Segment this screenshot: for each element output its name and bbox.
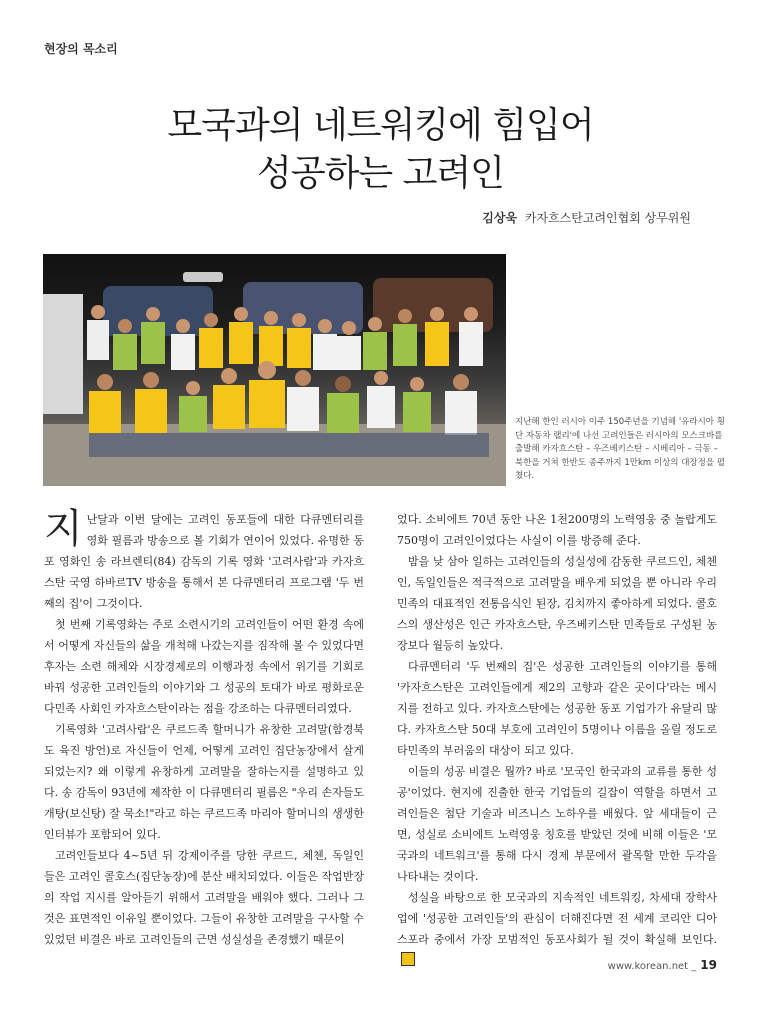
byline (482, 209, 691, 226)
author-affiliation: 카자흐스탄고려인협회 상무위원 (524, 211, 691, 225)
paragraph-8: 이들의 성공 비결은 뭘까? 바로 '모국인 한국과의 교류를 통한 성공'이었다. 현지에 진출한 한국 기업들의 길잡이 역할을 하면서 고려인들은 첨단 기술과 비즈니스 노하우를 배웠다. 앞 세대들이 근면, 성실로 소비에트 노력영웅 칭호를 받았던 것에 비해 이들은 '모국과의 네트워크'를 통해 다시 경제 부문에서 괄목할 만한 두각을 나타내는 것이다. (397, 765, 717, 883)
paragraph-2: 첫 번째 기록영화는 주로 소련시기의 고려인들이 어떤 환경 속에서 어떻게 자신들의 삶을 개척해 나갔는지를 짐작해 볼 수 있었다면 후자는 소련 해체와 시장경제로의 이행과정 속에서 위기를 기회로 바꿔 성공한 고려인들의 이야기와 그 성공의 토대가 바로 평화로운 다민족 사회인 카자흐스탄이라는 점을 강조하는 다큐멘터리였다. (44, 618, 364, 715)
paragraph-1-text: 난달과 이번 달에는 고려인 동포들에 대한 다큐멘터리를 영화 필름과 방송으로 볼 기회가 연이어 있었다. 유명한 동포 영화인 송 라브렌티(84) 감독의 기록 영화 '고려사람'과 카자흐스탄 국영 하바르TV 방송을 통해서 본 다큐멘터리 프로그램 '두 번째의 집'이 그것이다. (44, 513, 364, 610)
author-name: 김상욱 (482, 211, 518, 225)
section-label: 현장의 목소리 (44, 42, 118, 56)
title-line-2: 성공하는 고려인 (257, 153, 504, 194)
paragraph-5: 었다. 소비에트 70년 동안 나온 1천200명의 노력영웅 중 놀랍게도 750명이 고려인이었다는 사실이 이를 방증해 준다. (397, 513, 717, 547)
footer-site: www.korean.net _ (607, 961, 697, 972)
page-number: 19 (700, 958, 717, 972)
page-footer (608, 958, 717, 972)
paragraph-6: 밤을 낮 삼아 일하는 고려인들의 성실성에 감동한 쿠르드인, 체첸인, 독일인들은 적극적으로 고려말을 배우게 되었을 뿐 아니라 우리 민족의 대표적인 전통음식인 된장, 김치까지 좋아하게 되었다. 콜호스의 생산성은 인근 카자흐스탄, 우즈베키스탄 민족들로 구성된 농장보다 월등히 높았다. (397, 555, 717, 652)
article-column-left (44, 506, 364, 950)
article-title (0, 102, 761, 198)
paragraph-3: 기록영화 '고려사람'은 쿠르드족 할머니가 유창한 고려말(함경북도 육진 방언)로 자신들이 언제, 어떻게 고려인 집단농장에서 살게 되었는지? 왜 이렇게 유창하게 고려말을 잘하는지를 설명하고 있다. 송 감독이 93년에 제작한 이 다큐멘터리 필름은 "우리 손자들도 개탕(보신탕) 잘 묵소!"라고 하는 쿠르드족 마리아 할머니의 생생한 인터뷰가 포함되어 있다. (44, 723, 364, 841)
group-photo-illustration (43, 254, 506, 486)
title-line-1: 모국과의 네트워킹에 힘입어 (167, 105, 594, 146)
end-mark-icon (401, 952, 415, 966)
paragraph-7: 다큐멘터리 '두 번째의 집'은 성공한 고려인들의 이야기를 통해 '카자흐스탄은 고려인들에게 제2의 고향과 같은 곳이다'라는 메시지를 전하고 있다. 카자흐스탄에는 성공한 동포 기업가가 유달리 많다. 카자흐스탄 50대 부호에 고려인이 5명이나 이름을 올릴 정도로 타민족의 부러움의 대상이 되고 있다. (397, 660, 717, 757)
group-photo (43, 254, 506, 486)
article-column-right (397, 509, 717, 971)
paragraph-4: 고려인들보다 4~5년 뒤 강제이주를 당한 쿠르드, 체첸, 독일인들은 고려인 콜호스(집단농장)에 분산 배치되었다. 이들은 작업반장의 작업 지시를 알아듣기 위해서 고려말을 배워야 했다. 그러나 그것은 표면적인 이유일 뿐이었다. 그들이 유창한 고려말을 구사할 수 있었던 비결은 바로 고려인들의 근면 성실성을 존경했기 때문이 (44, 849, 364, 946)
photo-caption: 지난해 한인 러시아 이주 150주년을 기념해 '유라시아 횡단 자동차 랠리'에 나선 고려인들은 러시아의 모스크바를 출발해 카자흐스탄 – 우즈베키스탄 – 시베리아 – 극동 – 북한을 거쳐 한반도 종주까지 1만km 이상의 대장정을 펼쳤다. (515, 417, 725, 482)
paragraph-1 (44, 506, 364, 614)
dropcap: 지 (44, 506, 83, 552)
paragraph-9-text: 성실을 바탕으로 한 모국과의 지속적인 네트워킹, 차세대 장학사업에 '성공한 고려인들'의 관심이 더해진다면 전 세계 코리안 디아스포라 중에서 가장 모범적인 동포사회가 될 것이 확실해 보인다. (397, 891, 717, 946)
